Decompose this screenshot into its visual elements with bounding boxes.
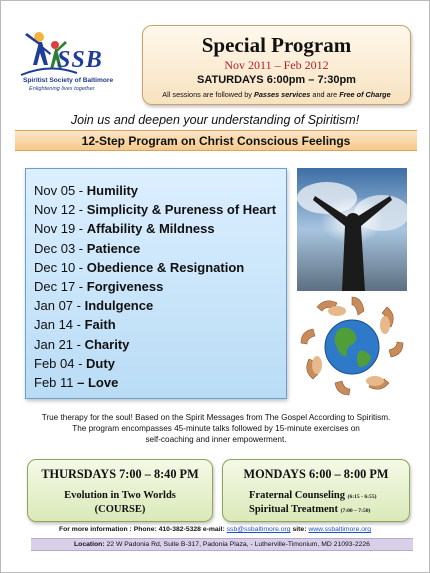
hands-around-globe-photo — [297, 295, 407, 398]
logo-tagline: Enlightening lives together — [29, 86, 95, 92]
program-item — [34, 181, 276, 200]
ssb-logo — [13, 29, 135, 99]
program-dates: Nov 2011 – Feb 2012 — [224, 58, 329, 72]
program-item-topic: Obedience & Resignation — [86, 259, 245, 275]
program-item — [34, 373, 276, 392]
program-item — [34, 315, 276, 334]
monday-heading: MONDAYS 6:00 – 8:00 PM — [243, 467, 389, 481]
program-description: True therapy for the soul! Based on the Spirit Messages from The Gospel According to Spiritism. The program encompasses 45-minute talks followed by 15-minute exercises on self-coaching and inner empowerment. — [41, 413, 391, 444]
program-item-date: Nov 19 - — [34, 221, 87, 237]
logo-org-name: Spiritist Society of Baltimore — [23, 77, 114, 84]
course-label: (COURSE) — [94, 504, 146, 515]
program-item-topic: Affability & Mildness — [86, 221, 215, 237]
program-item-topic: Forgiveness — [86, 279, 164, 295]
join-tagline: Join us and deepen your understanding of Spiritism! — [70, 113, 360, 127]
program-item — [34, 200, 276, 219]
program-item-date: Nov 12 - — [34, 202, 87, 218]
program-item-date: Nov 05 - — [34, 183, 87, 198]
program-item — [34, 258, 276, 277]
contact-info: For more information : Phone: 410-382-5328 e-mail: ssb@ssbaltimore.org site: www.ssbaltimore.org — [58, 526, 372, 533]
schedule-text: SATURDAYS 6:00pm – 7:30pm — [197, 74, 356, 86]
sessions-note: All sessions are followed by Passes services and are Free of Charge — [162, 90, 391, 99]
program-item-date: Dec 17 - — [34, 279, 87, 295]
program-item-topic: Simplicity & Pureness of Heart — [86, 202, 277, 218]
program-schedule-box — [25, 168, 287, 399]
program-list — [34, 181, 276, 392]
program-item-date: Feb 04 - — [34, 355, 87, 371]
program-item-topic: Faith — [84, 317, 116, 333]
program-item — [34, 335, 276, 354]
logo-mark: SSB — [57, 47, 103, 73]
program-item-date: Jan 21 - — [34, 336, 85, 352]
program-item-date: Feb 11 — [34, 375, 78, 391]
page-title: Special Program — [201, 33, 352, 57]
program-item — [34, 219, 276, 238]
program-item-topic: Indulgence — [84, 298, 154, 314]
program-item-date: Dec 10 - — [34, 259, 87, 275]
program-item-date: Dec 03 - — [34, 240, 87, 256]
program-item — [34, 239, 276, 258]
man-raised-arms-photo — [297, 168, 407, 291]
program-item-topic: Charity — [84, 336, 130, 352]
program-item — [34, 277, 276, 296]
program-item-topic: – Love — [77, 375, 119, 391]
thursday-course-card — [27, 459, 213, 522]
location-bar: Location: 22 W Padonia Rd, Suite B-317, Padonia Plaza, - Lutherville-Timonium, MD 21093-2226 — [31, 538, 413, 551]
header-card — [142, 25, 411, 105]
thursday-heading: THURSDAYS 7:00 – 8:40 PM — [41, 467, 199, 481]
program-banner: 12-Step Program on Christ Conscious Feelings — [15, 130, 417, 151]
course-title: Evolution in Two Worlds — [64, 490, 176, 501]
program-item — [34, 296, 276, 315]
program-item-topic: Humility — [86, 183, 139, 198]
website-link[interactable]: www.ssbaltimore.org — [308, 526, 372, 533]
program-item-date: Jan 07 - — [34, 298, 85, 314]
monday-services-card — [222, 459, 410, 522]
program-item-date: Jan 14 - — [34, 317, 85, 333]
program-item-topic: Duty — [86, 355, 115, 371]
program-item — [34, 354, 276, 373]
program-item-topic: Patience — [86, 240, 141, 256]
email-link[interactable]: ssb@ssbaltimore.org — [226, 526, 291, 533]
spiritual-treatment: Spiritual Treatment (7:00 – 7:50) — [249, 504, 371, 515]
fraternal-counseling: Fraternal Counseling (6:15 - 6:55) — [249, 490, 377, 501]
